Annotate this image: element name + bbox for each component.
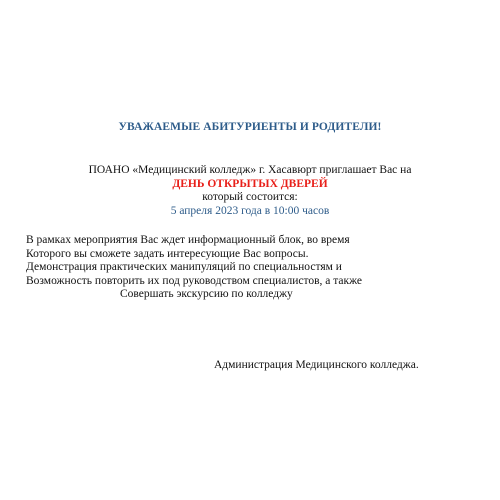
- program-line: Возможность повторить их под руководством специалистов, а также: [26, 274, 363, 287]
- invitation-line: ПОАНО «Медицинский колледж» г. Хасавюрт приглашает Вас на: [88, 164, 412, 176]
- program-line: Совершать экскурсию по колледжу: [120, 288, 293, 300]
- signature: Администрация Медицинского колледжа.: [214, 359, 419, 371]
- invitation-block: [0, 164, 500, 218]
- event-date: 5 апреля 2023 года в 10:00 часов: [170, 204, 330, 217]
- program-description: [26, 234, 486, 302]
- program-line: Демонстрация практических манипуляций по специальностям и: [26, 261, 342, 273]
- page-title: УВАЖАЕМЫЕ АБИТУРИЕНТЫ И РОДИТЕЛИ!: [118, 121, 382, 133]
- invitation-line-date-intro: который состоится:: [202, 191, 298, 203]
- event-title: ДЕНЬ ОТКРЫТЫХ ДВЕРЕЙ: [172, 177, 328, 190]
- program-line: В рамках мероприятия Вас ждет информационный блок, во время: [26, 234, 350, 246]
- program-line: Которого вы сможете задать интересующие Вас вопросы.: [26, 247, 309, 260]
